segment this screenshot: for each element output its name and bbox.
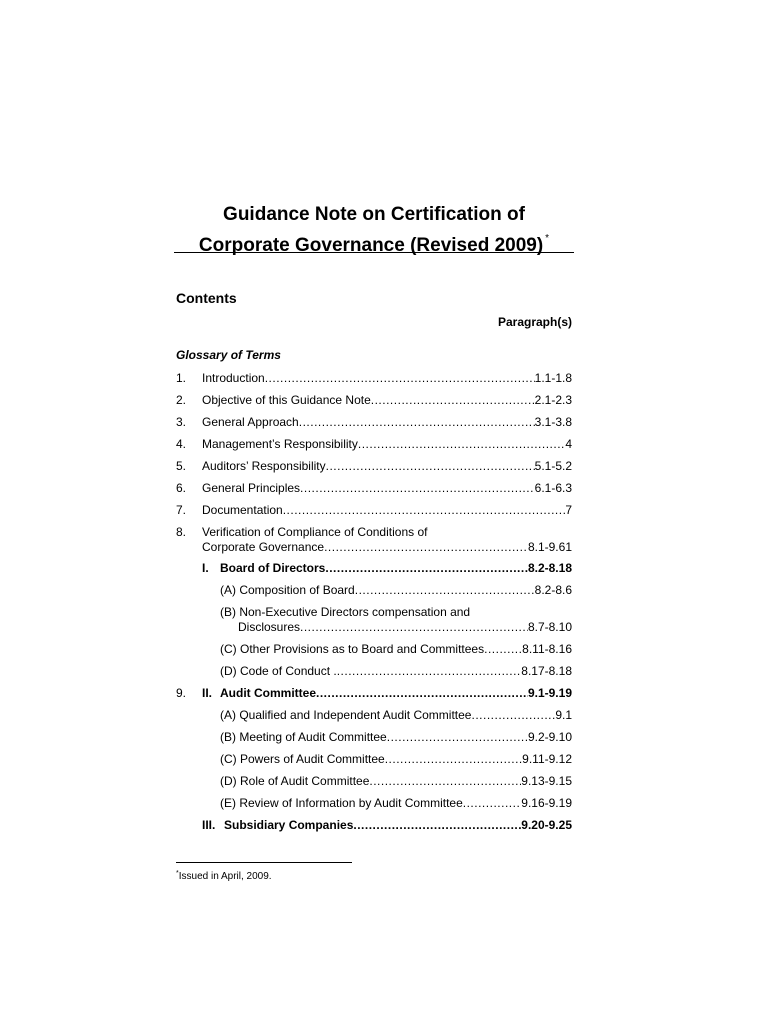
entry-paragraphs: 4 (565, 437, 572, 451)
toc-subentry-ned-compensation[interactable] (238, 620, 572, 635)
footnote-marker: * (176, 870, 179, 877)
toc-section-subsidiary-companies[interactable] (202, 818, 572, 833)
subentry-title: (E) Review of Information by Audit Committee (220, 796, 463, 810)
dot-leader (355, 583, 535, 598)
dot-leader (358, 437, 565, 452)
entry-title-line-1[interactable]: Verification of Compliance of Conditions of (202, 525, 428, 539)
entry-paragraphs: 2.1-2.3 (534, 393, 572, 407)
title-footnote-marker: * (545, 233, 550, 244)
subentry-paragraphs: 8.2-8.6 (534, 583, 572, 597)
subentry-paragraphs: 9.2-9.10 (527, 730, 572, 744)
subentry-title: (D) Code of Conduct . (220, 664, 337, 678)
toc-entry-management-responsibility[interactable] (202, 437, 572, 452)
entry-title: Corporate Governance (202, 540, 325, 554)
toc-entry-documentation[interactable] (202, 503, 572, 518)
section-title: Subsidiary Companies (224, 818, 354, 832)
entry-number: 8. (176, 525, 187, 539)
toc-subentry-meeting-audit-committee[interactable] (220, 730, 572, 745)
dot-leader (299, 415, 535, 430)
toc-entry-introduction[interactable] (202, 371, 572, 386)
entry-number: 4. (176, 437, 187, 451)
entry-paragraphs: 3.1-3.8 (534, 415, 572, 429)
entry-number: 2. (176, 393, 187, 407)
subentry-title: (D) Role of Audit Committee (220, 774, 370, 788)
dot-leader (337, 664, 522, 679)
section-paragraphs: 9.20-9.25 (521, 818, 572, 832)
section-paragraphs: 9.1-9.19 (527, 686, 572, 700)
entry-paragraphs: 1.1-1.8 (534, 371, 572, 385)
section-label: III. (202, 818, 216, 832)
entry-title: Documentation (202, 503, 283, 517)
document-title (174, 203, 574, 258)
entry-paragraphs: 5.1-5.2 (534, 459, 572, 473)
dot-leader (369, 774, 521, 789)
subentry-paragraphs: 9.16-9.19 (521, 796, 572, 810)
subentry-paragraphs: 9.13-9.15 (521, 774, 572, 788)
dot-leader (326, 459, 535, 474)
contents-heading: Contents (176, 290, 237, 306)
subentry-paragraphs: 9.11-9.12 (522, 752, 572, 766)
section-label: II. (202, 686, 213, 700)
subentry-title: (C) Powers of Audit Committee (220, 752, 385, 766)
subentry-paragraphs: 8.7-8.10 (527, 620, 572, 634)
toc-subentry-qualified-audit-committee[interactable] (220, 708, 572, 723)
toc-section-audit-committee[interactable] (202, 686, 572, 701)
footnote (176, 870, 272, 882)
subentry-title: (C) Other Provisions as to Board and Committees (220, 642, 485, 656)
title-line-2 (174, 227, 574, 258)
dot-leader (283, 503, 566, 518)
title-line-1: Guidance Note on Certification of (223, 204, 525, 225)
section-label: I. (202, 561, 209, 575)
dot-leader (463, 796, 522, 811)
dot-leader (265, 371, 535, 386)
toc-entry-general-approach[interactable] (202, 415, 572, 430)
subentry-paragraphs: 9.1 (555, 708, 572, 722)
dot-leader (300, 620, 528, 635)
entry-paragraphs: 8.1-9.61 (527, 540, 572, 554)
section-title: Board of Directors (220, 561, 326, 575)
toc-subentry-other-provisions[interactable] (220, 642, 572, 657)
dot-leader (385, 752, 522, 767)
entry-number: 5. (176, 459, 187, 473)
entry-title: Introduction (202, 371, 265, 385)
dot-leader (471, 708, 555, 723)
subentry-paragraphs: 8.11-8.16 (522, 642, 572, 656)
toc-subentry-role-audit-committee[interactable] (220, 774, 572, 789)
dot-leader (316, 686, 528, 701)
section-title: Audit Committee (220, 686, 316, 700)
dot-leader (324, 540, 528, 555)
dot-leader (325, 561, 528, 576)
entry-title: General Principles (202, 481, 301, 495)
entry-title: Objective of this Guidance Note (202, 393, 371, 407)
subentry-title: (B) Meeting of Audit Committee (220, 730, 387, 744)
footnote-text: Issued in April, 2009. (178, 871, 272, 882)
subentry-title: (A) Qualified and Independent Audit Committee (220, 708, 472, 722)
entry-title: Management’s Responsibility (202, 437, 358, 451)
entry-number: 7. (176, 503, 187, 517)
entry-title: General Approach (202, 415, 299, 429)
toc-entry-objective[interactable] (202, 393, 572, 408)
title-underline (174, 252, 574, 253)
subentry-paragraphs: 8.17-8.18 (521, 664, 572, 678)
toc-entry-verification[interactable] (202, 540, 572, 555)
entry-paragraphs: 6.1-6.3 (534, 481, 572, 495)
footnote-separator (176, 862, 352, 863)
entry-paragraphs: 7 (565, 503, 572, 517)
entry-number: 1. (176, 371, 187, 385)
section-paragraphs: 8.2-8.18 (527, 561, 572, 575)
entry-title: Auditors’ Responsibility (202, 459, 326, 473)
toc-subentry-composition-of-board[interactable] (220, 583, 572, 598)
dot-leader (300, 481, 535, 496)
dot-leader (371, 393, 535, 408)
dot-leader (484, 642, 522, 657)
toc-entry-auditors-responsibility[interactable] (202, 459, 572, 474)
toc-entry-general-principles[interactable] (202, 481, 572, 496)
dot-leader (353, 818, 521, 833)
subentry-title: Disclosures (238, 620, 301, 634)
title-line-2-text: Corporate Governance (Revised 2009) (198, 235, 544, 256)
subentry-title-line-1[interactable]: (B) Non-Executive Directors compensation and (220, 605, 471, 619)
toc-subentry-powers-audit-committee[interactable] (220, 752, 572, 767)
toc-section-board-of-directors[interactable] (202, 561, 572, 576)
dot-leader (387, 730, 528, 745)
entry-number: 9. (176, 686, 187, 700)
paragraph-column-heading: Paragraph(s) (497, 315, 572, 329)
glossary-heading[interactable]: Glossary of Terms (176, 348, 281, 362)
toc-subentry-review-information[interactable] (220, 796, 572, 811)
toc-subentry-code-of-conduct[interactable] (220, 664, 572, 679)
subentry-title: (A) Composition of Board (220, 583, 355, 597)
entry-number: 3. (176, 415, 187, 429)
entry-number: 6. (176, 481, 187, 495)
